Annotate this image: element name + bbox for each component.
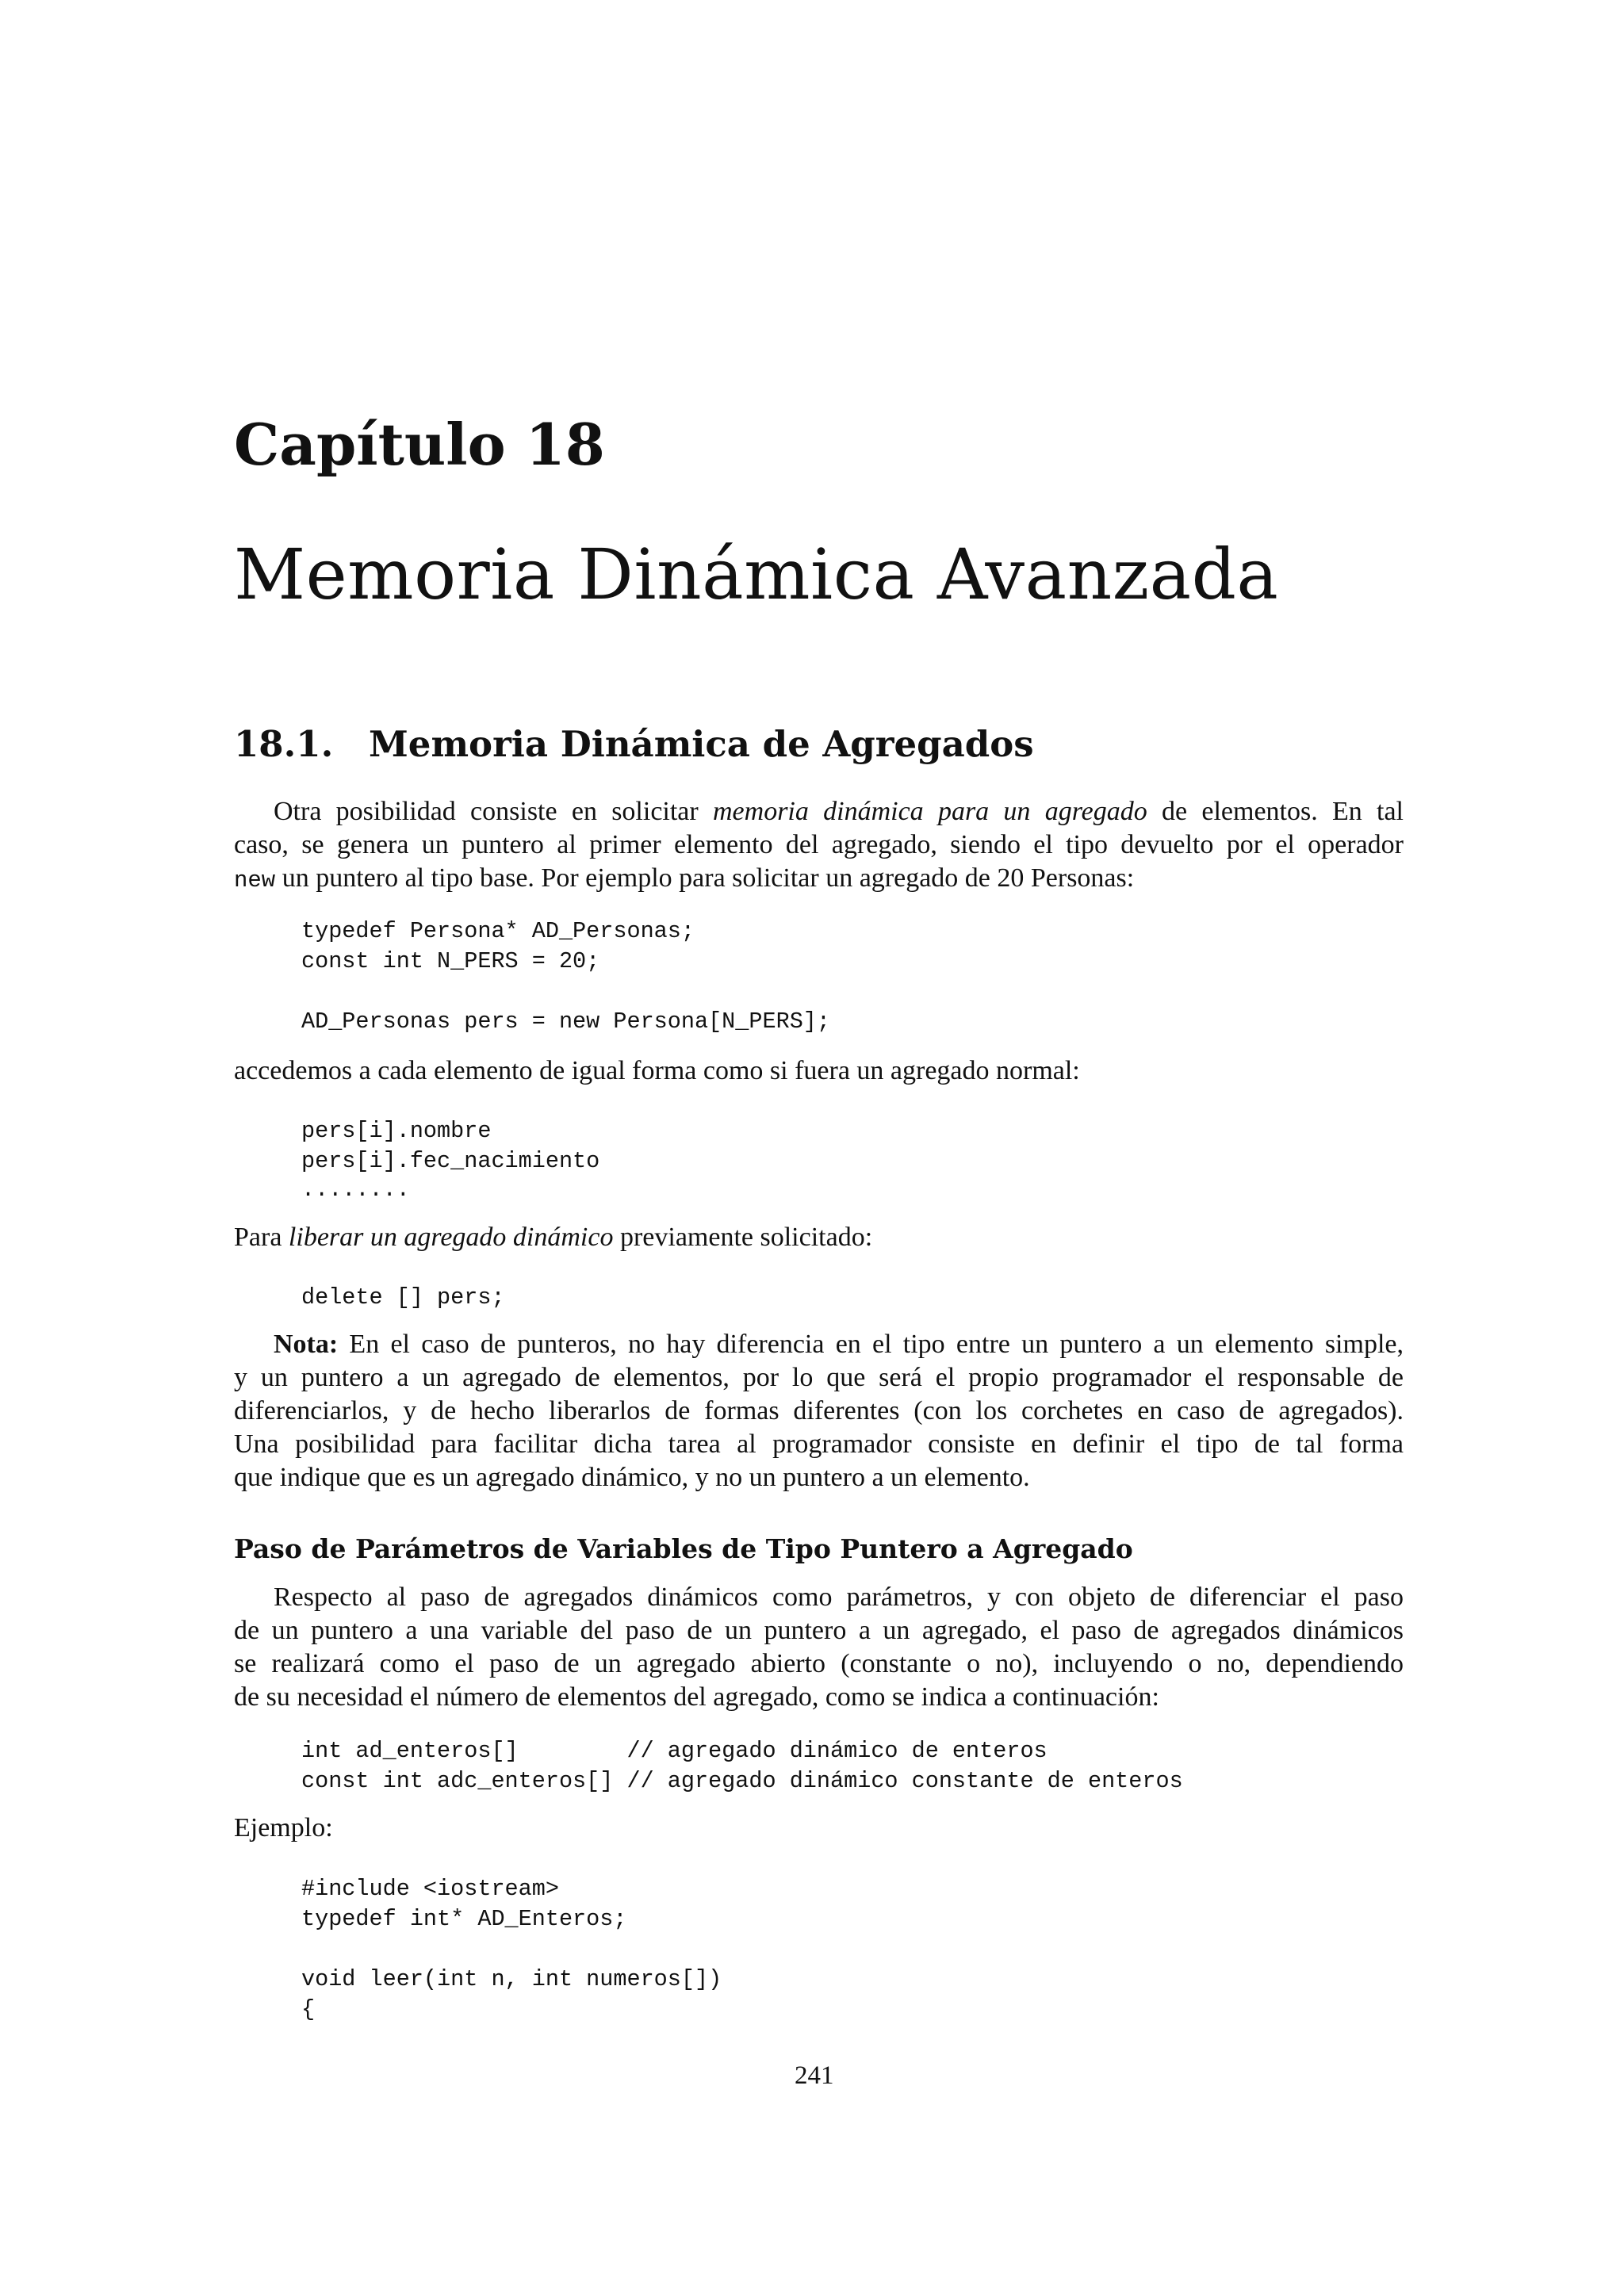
paragraph-params [234, 1581, 1404, 1714]
page-number: 241 [795, 2061, 834, 2090]
paragraph-line [234, 795, 1404, 828]
note-paragraph [234, 1328, 1404, 1494]
paragraph-line: caso, se genera un puntero al primer elemento del agregado, siendo el tipo devuelto por el operador [234, 830, 1404, 859]
paragraph-line [234, 862, 1404, 895]
chapter-label: Capítulo 18 [234, 411, 605, 478]
paragraph-example: Ejemplo: [234, 1813, 333, 1843]
paragraph-line: diferenciarlos, y de hecho liberarlos de formas diferentes (con los corchetes en caso de agregados). [234, 1396, 1404, 1425]
inline-code: new [234, 867, 276, 894]
emphasis-text: liberar un agregado dinámico [288, 1223, 614, 1252]
paragraph-line: y un puntero a un agregado de elementos, por lo que será el propio programador el responsable de [234, 1363, 1404, 1392]
paragraph-access: accedemos a cada elemento de igual forma como si fuera un agregado normal: [234, 1056, 1080, 1085]
code-line: pers[i].nombre [301, 1118, 492, 1144]
code-line: int ad_enteros[] // agregado dinámico de enteros [301, 1738, 1048, 1764]
code-line: pers[i].fec_nacimiento [301, 1148, 600, 1174]
code-line: void leer(int n, int numeros[]) [301, 1966, 722, 1992]
code-line: typedef Persona* AD_Personas; [301, 918, 695, 944]
chapter-title: Memoria Dinámica Avanzada [234, 534, 1279, 615]
paragraph-line: de su necesidad el número de elementos del agregado, como se indica a continuación: [234, 1682, 1159, 1712]
section-title: Memoria Dinámica de Agregados [369, 723, 1034, 765]
paragraph-line: Respecto al paso de agregados dinámicos como parámetros, y con objeto de diferenciar el paso [274, 1582, 1404, 1612]
code-line: typedef int* AD_Enteros; [301, 1906, 627, 1932]
text-run: un puntero al tipo base. Por ejemplo para solicitar un agregado de 20 Personas: [275, 863, 1135, 893]
paragraph-line: de un puntero a una variable del paso de un puntero a un agregado, el paso de agregados dinámicos [234, 1616, 1404, 1645]
paragraph-line: que indique que es un agregado dinámico, y no un puntero a un elemento. [234, 1463, 1030, 1492]
paragraph-free [234, 1221, 872, 1254]
code-line: ........ [301, 1177, 410, 1203]
text-run: de elementos. En tal [1147, 797, 1404, 826]
section-number: 18.1. [234, 723, 334, 765]
code-line: AD_Personas pers = new Persona[N_PERS]; [301, 1008, 831, 1035]
note-label: Nota: [274, 1330, 339, 1359]
code-line: { [301, 1996, 316, 2022]
paragraph-line [234, 1328, 1404, 1361]
text-run: Otra posibilidad consiste en solicitar [274, 797, 713, 826]
code-line: const int adc_enteros[] // agregado dinámico constante de enteros [301, 1768, 1183, 1794]
subsection-title: Paso de Parámetros de Variables de Tipo Puntero a Agregado [234, 1533, 1133, 1564]
paragraph-line: se realizará como el paso de un agregado abierto (constante o no), incluyendo o no, dependiendo [234, 1649, 1404, 1678]
emphasis-text: memoria dinámica para un agregado [713, 797, 1147, 826]
code-line: delete [] pers; [301, 1284, 505, 1311]
code-line: const int N_PERS = 20; [301, 948, 600, 974]
paragraph-intro [234, 795, 1404, 895]
text-run: previamente solicitado: [613, 1223, 873, 1252]
text-run: Para [234, 1223, 289, 1252]
text-run: En el caso de punteros, no hay diferencia en el tipo entre un puntero a un elemento simple, [338, 1330, 1404, 1359]
paragraph-line: Una posibilidad para facilitar dicha tarea al programador consiste en definir el tipo de tal forma [234, 1429, 1404, 1459]
code-line: #include <iostream> [301, 1876, 559, 1902]
